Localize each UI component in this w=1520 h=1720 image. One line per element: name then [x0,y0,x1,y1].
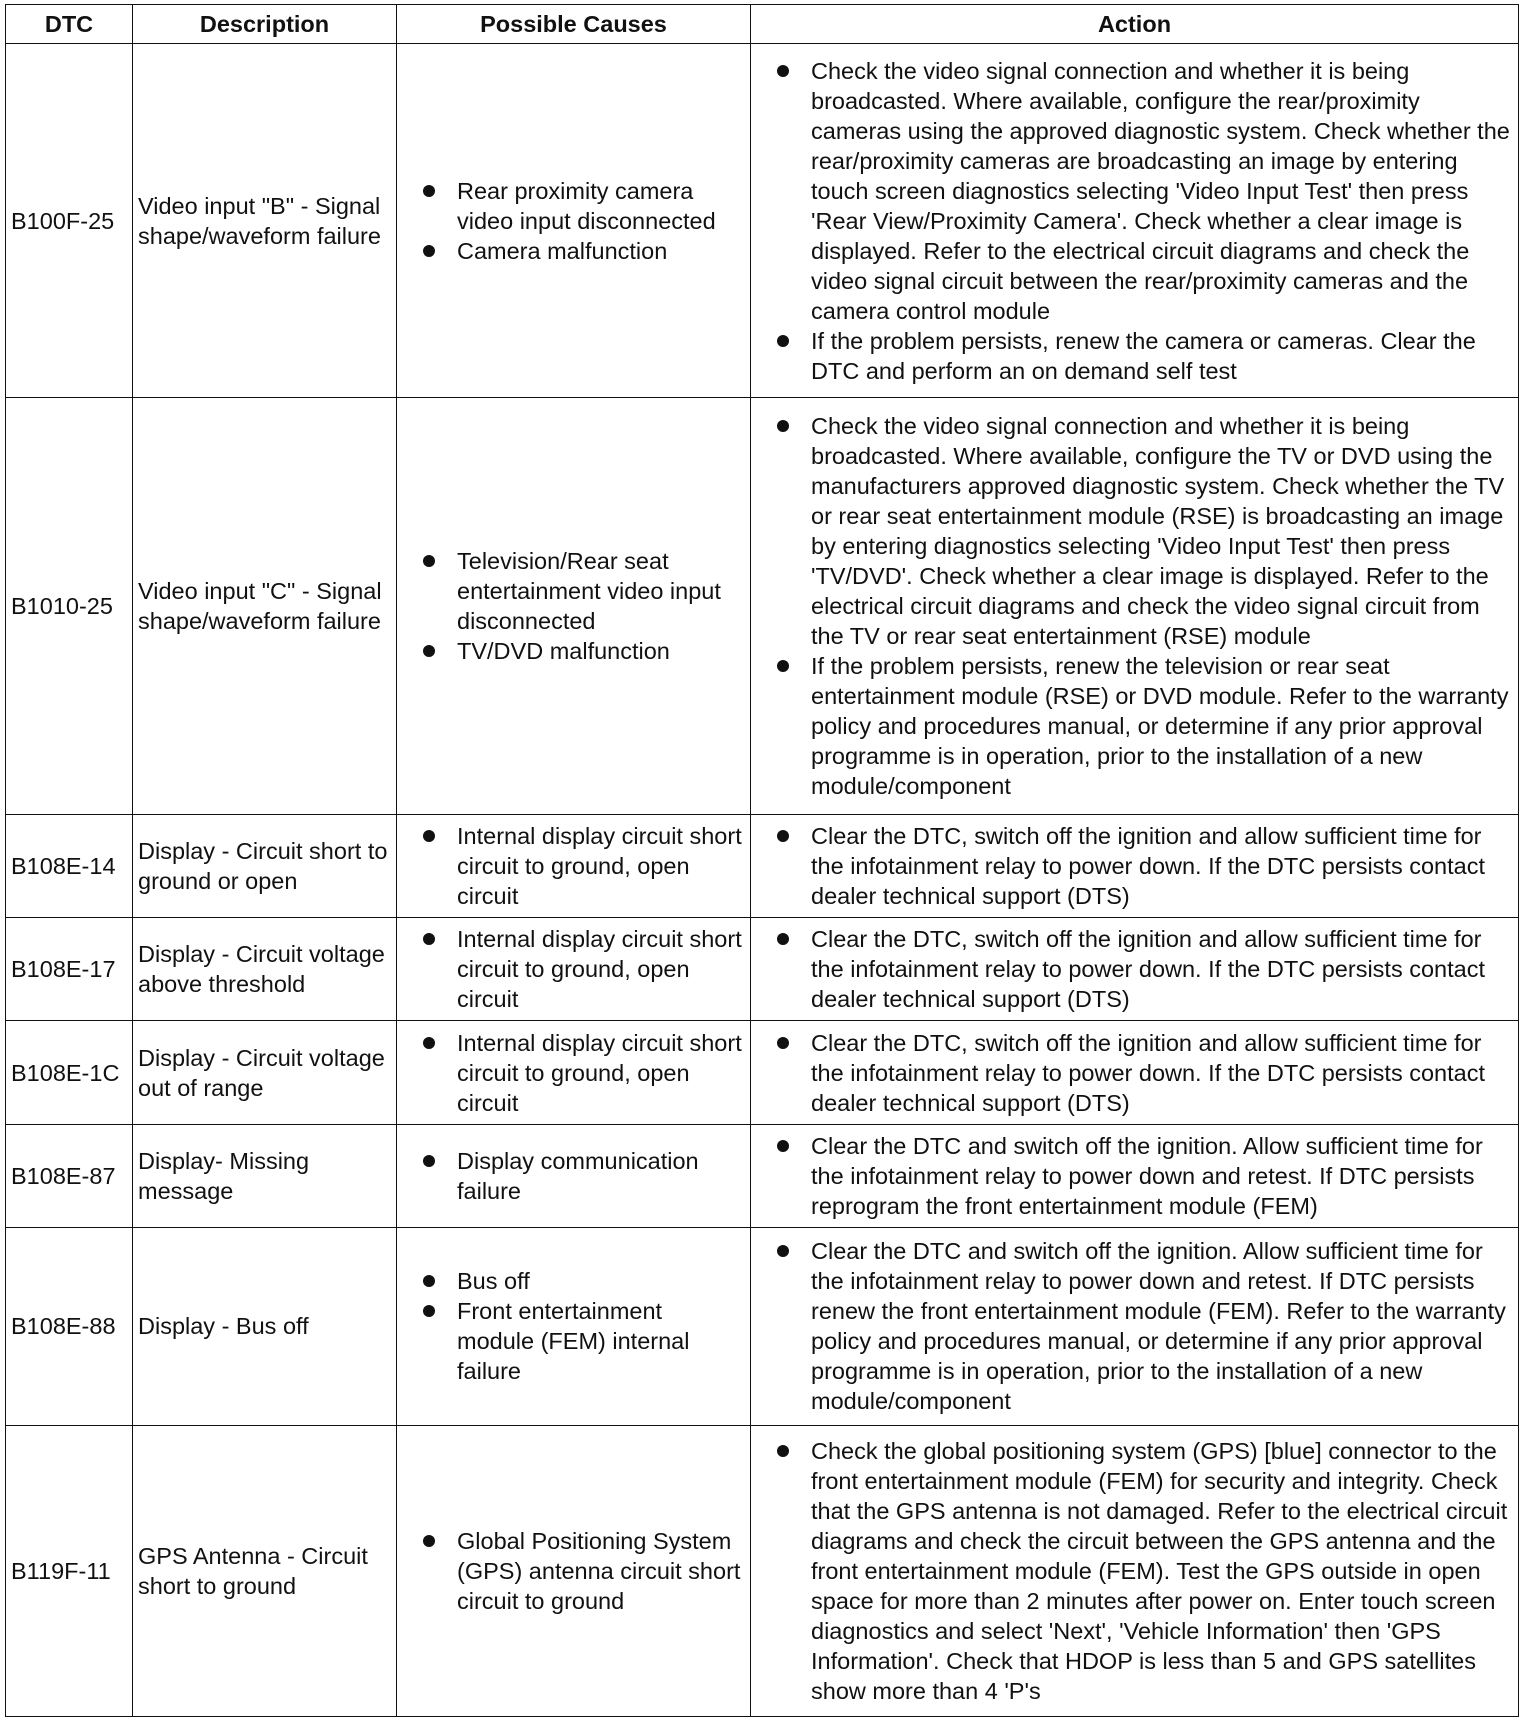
dtc-code-cell: B108E-87 [6,1124,133,1227]
cause-text: Global Positioning System (GPS) antenna circuit short circuit to ground [457,1527,741,1614]
possible-causes-cell [397,1124,751,1227]
description-cell: Display - Circuit voltage above threshold [133,918,397,1021]
cause-text: Bus off [457,1268,530,1295]
action-item [757,1236,1514,1416]
cause-text: Internal display circuit short circuit to ground, open circuit [457,1029,742,1116]
table-row [6,918,1519,1021]
possible-causes-cell [397,814,751,917]
bullet-icon [423,1535,435,1547]
table-row [6,44,1519,398]
cause-item [403,1028,742,1118]
causes-list [403,821,742,911]
actions-list [757,1436,1514,1706]
header-action: Action [751,5,1519,44]
bullet-icon [777,1140,789,1152]
table-row [6,1124,1519,1227]
table-body [6,44,1519,1717]
bullet-icon [423,1305,435,1317]
bullet-icon [423,1037,435,1049]
action-text: Clear the DTC and switch off the ignition. Allow sufficient time for the infotainment relay to power down and retest. If DTC persists renew the front entertainment module (FEM). Refer to the warranty policy and procedures manual, or determine if any prior approval programme is in operation, prior to the installation of a new module/component [811,1238,1506,1415]
bullet-icon [423,245,435,257]
bullet-icon [777,420,789,432]
causes-list [403,176,742,266]
action-cell [751,1228,1519,1425]
description-cell: Display - Bus off [133,1228,397,1425]
description-cell: GPS Antenna - Circuit short to ground [133,1425,397,1716]
causes-list [403,1146,742,1206]
header-possible-causes: Possible Causes [397,5,751,44]
actions-list [757,1028,1514,1118]
dtc-code-cell: B108E-1C [6,1021,133,1124]
action-text: Clear the DTC, switch off the ignition and allow sufficient time for the infotainment relay to power down. If the DTC persists contact dealer technical support (DTS) [811,926,1485,1013]
cause-item [403,924,742,1014]
description-cell: Display - Circuit short to ground or open [133,814,397,917]
actions-list [757,821,1514,911]
actions-list [757,1236,1514,1416]
action-text: Clear the DTC, switch off the ignition and allow sufficient time for the infotainment relay to power down. If the DTC persists contact dealer technical support (DTS) [811,1029,1485,1116]
action-cell [751,1021,1519,1124]
action-item [757,56,1514,326]
action-cell [751,1124,1519,1227]
bullet-icon [777,1245,789,1257]
bullet-icon [423,555,435,567]
causes-list [403,1028,742,1118]
dtc-code-cell: B108E-88 [6,1228,133,1425]
bullet-icon [777,933,789,945]
table-row [6,1228,1519,1425]
action-cell [751,1425,1519,1716]
actions-list [757,924,1514,1014]
actions-list [757,1131,1514,1221]
action-text: Clear the DTC and switch off the ignition. Allow sufficient time for the infotainment relay to power down and retest. If DTC persists reprogram the front entertainment module (FEM) [811,1133,1483,1219]
cause-item [403,546,742,636]
dtc-code-cell: B1010-25 [6,398,133,815]
action-cell [751,814,1519,917]
bullet-icon [777,830,789,842]
bullet-icon [777,1037,789,1049]
header-description: Description [133,5,397,44]
description-cell: Display- Missing message [133,1124,397,1227]
table-row [6,814,1519,917]
bullet-icon [423,933,435,945]
action-text: Check the video signal connection and whether it is being broadcasted. Where available, configure the rear/proximity cameras using the approved diagnostic system. Check whether the rear/proximity cameras are broadcasting an image by entering touch screen diagnostics selecting 'Video Input Test' then press 'Rear View/Proximity Camera'. Check whether a clear image is displayed. Refer to the electrical circuit diagrams and check the video signal circuit between the rear/proximity cameras and the camera control module [811,57,1510,324]
cause-item [403,1296,742,1386]
possible-causes-cell [397,1228,751,1425]
possible-causes-cell [397,918,751,1021]
dtc-code-cell: B108E-14 [6,814,133,917]
bullet-icon [423,185,435,197]
action-cell [751,44,1519,398]
action-item [757,651,1514,801]
dtc-table-container [5,4,1518,1717]
bullet-icon [777,65,789,77]
possible-causes-cell [397,44,751,398]
cause-item [403,636,742,666]
cause-text: Camera malfunction [457,237,668,264]
cause-text: Display communication failure [457,1148,699,1204]
action-text: Check the global positioning system (GPS) [blue] connector to the front entertainment module (FEM) for security and integrity. Check that the GPS antenna is not damaged. Refer to the electrical circuit diagrams and check the circuit between the GPS antenna and the front entertainment module (FEM). Test the GPS outside in open space for more than 2 minutes after power on. Enter touch screen diagnostics and select 'Next', 'Vehicle Information' then 'GPS Information'. Check that HDOP is less than 5 and GPS satellites show more than 4 'P's [811,1437,1508,1704]
dtc-code-cell: B100F-25 [6,44,133,398]
dtc-code-cell: B108E-17 [6,918,133,1021]
description-cell: Display - Circuit voltage out of range [133,1021,397,1124]
action-text: Clear the DTC, switch off the ignition and allow sufficient time for the infotainment relay to power down. If the DTC persists contact dealer technical support (DTS) [811,822,1485,909]
action-item [757,326,1514,386]
action-cell [751,398,1519,815]
possible-causes-cell [397,1425,751,1716]
cause-text: Internal display circuit short circuit to ground, open circuit [457,822,742,909]
dtc-code-cell: B119F-11 [6,1425,133,1716]
table-row [6,398,1519,815]
cause-text: Television/Rear seat entertainment video input disconnected [457,547,721,634]
action-cell [751,918,1519,1021]
description-cell: Video input "B" - Signal shape/waveform failure [133,44,397,398]
cause-item [403,236,742,266]
bullet-icon [777,660,789,672]
cause-item [403,1526,742,1616]
action-text: If the problem persists, renew the camera or cameras. Clear the DTC and perform an on demand self test [811,327,1476,384]
action-text: Check the video signal connection and whether it is being broadcasted. Where available, configure the TV or DVD using the manufacturers approved diagnostic system. Check whether the TV or rear seat entertainment module (RSE) is broadcasting an image by entering diagnostics selecting 'Video Input Test' then press 'TV/DVD'. Check whether a clear image is displayed. Refer to the electrical circuit diagrams and check the video signal circuit from the TV or rear seat entertainment (RSE) module [811,412,1505,649]
actions-list [757,56,1514,386]
action-item [757,1131,1514,1221]
table-row [6,1021,1519,1124]
action-item [757,924,1514,1014]
dtc-table [5,4,1519,1717]
causes-list [403,1266,742,1386]
bullet-icon [423,1275,435,1287]
table-header [6,5,1519,44]
bullet-icon [423,1155,435,1167]
bullet-icon [423,645,435,657]
action-item [757,411,1514,651]
actions-list [757,411,1514,801]
possible-causes-cell [397,398,751,815]
causes-list [403,1526,742,1616]
causes-list [403,546,742,666]
cause-text: Front entertainment module (FEM) internal failure [457,1298,690,1385]
action-text: If the problem persists, renew the television or rear seat entertainment module (RSE) or DVD module. Refer to the warranty policy and procedures manual, or determine if any prior approval programme is in operation, prior to the installation of a new module/component [811,652,1509,799]
header-dtc: DTC [6,5,133,44]
cause-item [403,1266,742,1296]
causes-list [403,924,742,1014]
action-item [757,821,1514,911]
action-item [757,1028,1514,1118]
header-row [6,5,1519,44]
bullet-icon [777,335,789,347]
bullet-icon [423,830,435,842]
cause-text: Internal display circuit short circuit to ground, open circuit [457,926,742,1013]
cause-item [403,176,742,236]
possible-causes-cell [397,1021,751,1124]
action-item [757,1436,1514,1706]
cause-item [403,821,742,911]
cause-text: Rear proximity camera video input disconnected [457,177,716,234]
description-cell: Video input "C" - Signal shape/waveform failure [133,398,397,815]
bullet-icon [777,1445,789,1457]
cause-item [403,1146,742,1206]
cause-text: TV/DVD malfunction [457,637,670,664]
table-row [6,1425,1519,1716]
